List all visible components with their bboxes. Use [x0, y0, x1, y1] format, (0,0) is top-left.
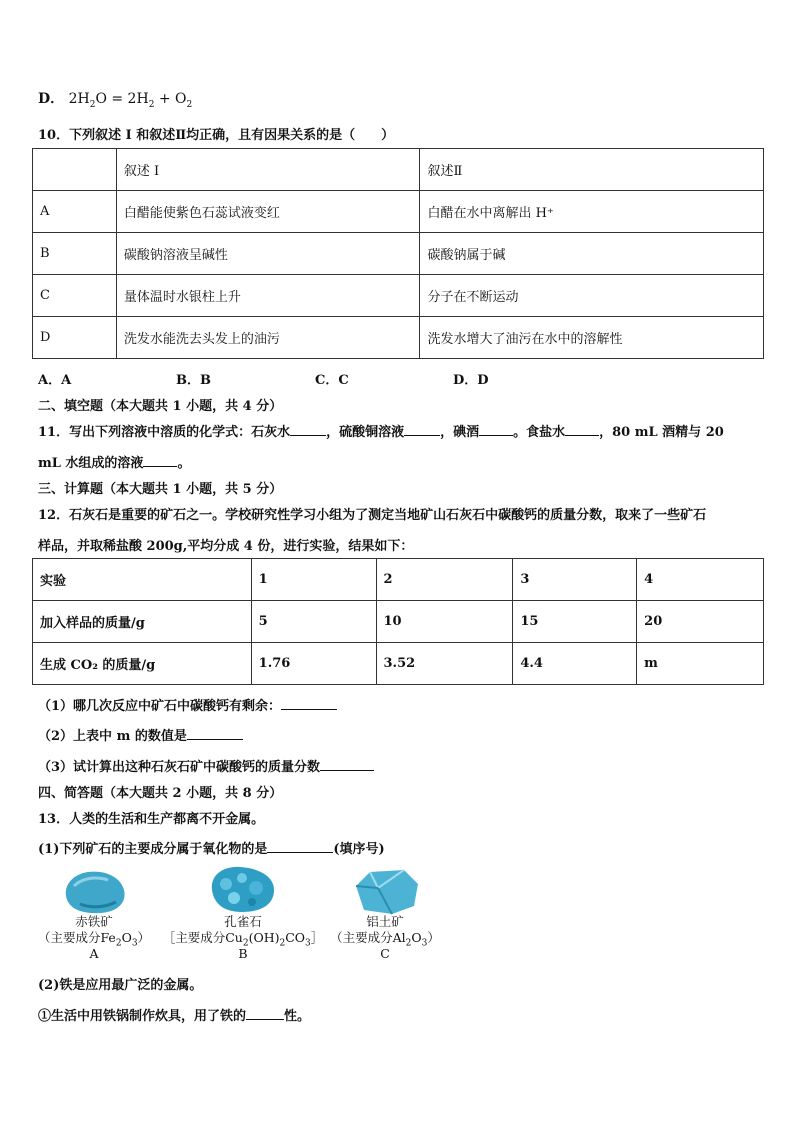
section-short-answer: 四、简答题（本大题共 2 小题，共 8 分） — [38, 786, 283, 801]
table-cell: 洗发水增大了油污在水中的溶解性 — [420, 317, 764, 359]
answer-blank[interactable] — [143, 454, 177, 467]
q13-sub1-text: (1)下列矿石的主要成分属于氧化物的是 — [38, 842, 268, 857]
q13-stem: 13．人类的生活和生产都离不开金属。 — [38, 812, 265, 827]
table-cell: A — [33, 191, 117, 233]
table-cell: 3 — [513, 559, 637, 601]
answer-blank[interactable] — [187, 727, 243, 740]
q12-sub3-text: （3）试计算出这种石灰石矿中碳酸钙的质量分数 — [38, 760, 321, 775]
q13-sub1 — [38, 838, 385, 857]
answer-blank[interactable] — [320, 758, 374, 771]
table-row — [33, 601, 764, 643]
table-row — [33, 191, 764, 233]
q13-sub2-1 — [38, 1005, 310, 1024]
table-cell: 实验 — [33, 559, 252, 601]
q12-table — [32, 558, 764, 685]
answer-blank[interactable] — [281, 697, 337, 710]
mineral-letter: C — [380, 946, 390, 961]
q11-text: 11．写出下列溶液中溶质的化学式：石灰水 — [38, 425, 291, 440]
q12-sub1-text: （1）哪几次反应中矿石中碳酸钙有剩余： — [38, 699, 282, 714]
table-cell: D — [33, 317, 117, 359]
section-calculation: 三、计算题（本大题共 1 小题，共 5 分） — [38, 482, 283, 497]
q11-text: ，碘酒 — [440, 425, 480, 440]
table-cell: 叙述Ⅱ — [420, 149, 764, 191]
q10-stem: 10．下列叙述 I 和叙述Ⅱ均正确，且有因果关系的是（ ） — [38, 128, 395, 143]
q10-option-d: D．D — [453, 373, 489, 388]
q12-line1: 12．石灰石是重要的矿石之一。学校研究性学习小组为了测定当地矿山石灰石中碳酸钙的质量分数，取来了一些矿石 — [38, 508, 707, 523]
mineral-letter: A — [89, 946, 99, 961]
q12-sub2 — [38, 725, 243, 744]
q13-sub2: (2)铁是应用最广泛的金属。 — [38, 978, 203, 993]
table-row — [33, 643, 764, 685]
q13-sub2-1-text: ①生活中用铁锅制作炊具，用了铁的 — [38, 1009, 247, 1024]
q12-line2: 样品，并取稀盐酸 200g,平均分成 4 份，进行实验，结果如下： — [38, 539, 414, 554]
table-cell — [33, 149, 117, 191]
mineral-rock-b-image — [206, 862, 280, 916]
table-cell: 白醋在水中离解出 H⁺ — [420, 191, 764, 233]
table-cell: 4 — [637, 559, 764, 601]
q10-option-b: B．B — [176, 373, 211, 388]
answer-blank[interactable] — [290, 423, 326, 436]
table-cell: C — [33, 275, 117, 317]
section-fill-in: 二、填空题（本大题共 1 小题，共 4 分） — [38, 399, 283, 414]
table-cell: 洗发水能洗去头发上的油污 — [116, 317, 420, 359]
answer-blank[interactable] — [565, 423, 599, 436]
mineral-letter: B — [238, 946, 248, 961]
mineral-name: 铝土矿 — [366, 914, 404, 929]
answer-blank[interactable] — [267, 840, 333, 853]
mineral-name: 赤铁矿 — [75, 914, 113, 929]
answer-blank[interactable] — [479, 423, 513, 436]
table-cell: 碳酸钠溶液呈碱性 — [116, 233, 420, 275]
table-cell: 5 — [251, 601, 376, 643]
table-row — [33, 275, 764, 317]
table-cell: 叙述 I — [116, 149, 420, 191]
table-row — [33, 559, 764, 601]
q11-line1 — [38, 421, 724, 440]
option-d-equation: $2H_2O = 2H_2 + O_2$ — [68, 91, 193, 110]
table-cell: 4.4 — [513, 643, 637, 685]
table-cell: 1 — [251, 559, 376, 601]
mineral-rock-c-image — [352, 866, 422, 916]
q13-sub1-hint: (填序号) — [333, 842, 385, 857]
q11-text: ，80 mL 酒精与 20 — [599, 425, 724, 440]
q12-sub3 — [38, 756, 374, 775]
q11-text: ，硫酸铜溶液 — [326, 425, 405, 440]
table-cell: 10 — [376, 601, 513, 643]
table-cell: 15 — [513, 601, 637, 643]
table-cell: 碳酸钠属于碱 — [420, 233, 764, 275]
table-cell: 3.52 — [376, 643, 513, 685]
table-row — [33, 233, 764, 275]
q10-table — [32, 148, 764, 359]
table-row — [33, 317, 764, 359]
table-row — [33, 149, 764, 191]
mineral-formula: （主要成分$Fe_2O_3$） — [37, 930, 151, 949]
q10-option-a: A．A — [38, 373, 72, 388]
mineral-caption-b — [160, 914, 326, 962]
option-d-line — [38, 88, 192, 108]
mineral-name: 孔雀石 — [224, 914, 262, 929]
table-cell: 量体温时水银柱上升 — [116, 275, 420, 317]
table-cell: 1.76 — [251, 643, 376, 685]
table-cell: 20 — [637, 601, 764, 643]
table-cell: 生成 CO₂ 的质量/g — [33, 643, 252, 685]
mineral-formula: （主要成分$Al_2O_3$） — [330, 930, 440, 949]
mineral-rock-a-image — [60, 866, 130, 916]
mineral-formula: ［主要成分$Cu_2(OH)_2CO_3]$ — [162, 930, 324, 949]
mineral-caption-c — [322, 914, 448, 962]
q11-text: mL 水组成的溶液 — [38, 456, 144, 471]
table-cell: 白醋能使紫色石蕊试液变红 — [116, 191, 420, 233]
mineral-caption-a — [28, 914, 160, 962]
table-cell: 分子在不断运动 — [420, 275, 764, 317]
q11-line2 — [38, 452, 190, 471]
table-cell: 加入样品的质量/g — [33, 601, 252, 643]
q13-sub2-1-tail: 性。 — [284, 1009, 311, 1024]
q11-text: 。 — [177, 456, 191, 471]
q12-sub2-text: （2）上表中 m 的数值是 — [38, 729, 187, 744]
table-cell: B — [33, 233, 117, 275]
q12-sub1 — [38, 695, 337, 714]
q10-option-c: C．C — [315, 373, 349, 388]
answer-blank[interactable] — [246, 1007, 284, 1020]
option-d-label: D． — [38, 91, 65, 107]
answer-blank[interactable] — [404, 423, 440, 436]
table-cell: 2 — [376, 559, 513, 601]
q11-text: 。食盐水 — [513, 425, 566, 440]
table-cell: m — [637, 643, 764, 685]
